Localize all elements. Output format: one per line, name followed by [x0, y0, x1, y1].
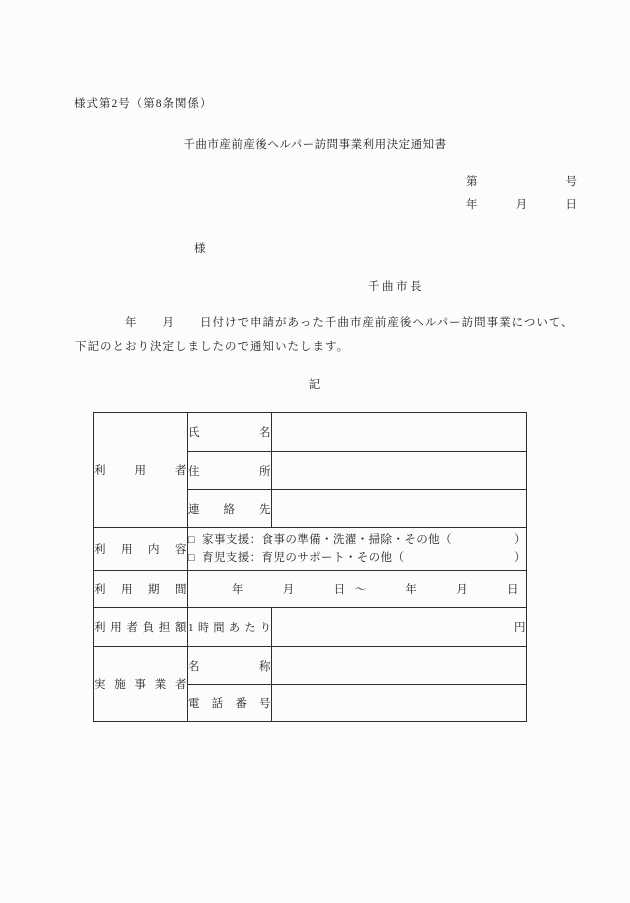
- period-value-cell: [188, 571, 527, 608]
- content-options-cell: [188, 528, 527, 571]
- provider-section-label: 実施事業者: [94, 647, 188, 722]
- issue-date-day: 日: [565, 199, 578, 211]
- period-end-month: 月: [456, 584, 469, 596]
- user-address-value-cell: [272, 452, 527, 490]
- period-start-day-group: [334, 581, 367, 597]
- period-start-year: 年: [232, 584, 244, 596]
- table-row-fee: [94, 608, 527, 647]
- housework-checkbox: □: [188, 533, 196, 546]
- provider-phone-label: 電話番号: [188, 685, 272, 722]
- issue-date-line: [466, 196, 578, 212]
- childcare-option-text: 育児支援：育児のサポート・その他（: [202, 552, 405, 564]
- period-start-month: 月: [282, 584, 295, 596]
- issue-date-year: 年: [466, 199, 479, 211]
- user-contact-value-cell: [272, 490, 527, 528]
- body-text-line2: 下記のとおり決定しましたので通知いたします。: [75, 341, 350, 353]
- childcare-checkbox: □: [188, 552, 196, 564]
- application-form-table: [93, 412, 527, 722]
- doc-number-suffix: 号: [565, 176, 578, 188]
- period-section-label: 利用期間: [94, 571, 188, 608]
- period-start-day: 日: [333, 584, 346, 596]
- fee-unit-label: 1時間あたり: [188, 608, 272, 647]
- content-option-housework: [188, 531, 526, 550]
- table-row-name: [94, 413, 527, 452]
- document-number-line: [466, 173, 578, 189]
- table-row-content: [94, 528, 527, 571]
- period-end-day: 日: [506, 584, 519, 596]
- form-number: 様式第2号（第8条関係）: [74, 98, 213, 110]
- user-address-label: 住所: [188, 452, 272, 490]
- provider-name-value-cell: [272, 647, 527, 685]
- table-row-provider-name: [94, 647, 527, 685]
- sender-title: 千曲市長: [368, 281, 424, 293]
- record-marker: 記: [308, 379, 322, 391]
- period-date-fields: [188, 581, 526, 597]
- housework-option-text: 家事支援：食事の準備・洗濯・掃除・その他（: [202, 533, 452, 546]
- issue-date-month: 月: [515, 199, 529, 211]
- childcare-close-paren: ）: [514, 552, 526, 564]
- period-range-tilde: ～: [354, 584, 367, 596]
- user-name-label: 氏名: [188, 413, 272, 452]
- body-text-line1: 年 月 日付けで申請があった千曲市産前産後ヘルパー訪問事業について、: [75, 317, 574, 329]
- provider-phone-value-cell: [272, 685, 527, 722]
- doc-number-prefix: 第: [466, 176, 479, 188]
- fee-currency-label: 円: [514, 622, 526, 634]
- content-section-label: 利用内容: [94, 528, 188, 571]
- addressee-honorific: 様: [194, 243, 206, 255]
- housework-close-paren: ）: [514, 533, 526, 546]
- fee-amount-cell: [272, 608, 527, 647]
- document-title: 千曲市産前産後ヘルパー訪問事業利用決定通知書: [183, 139, 447, 151]
- content-option-childcare: [188, 549, 526, 568]
- user-name-value-cell: [272, 413, 527, 452]
- table-row-period: [94, 571, 527, 608]
- user-contact-label: 連絡先: [188, 490, 272, 528]
- fee-section-label: 利用者負担額: [94, 608, 188, 647]
- provider-name-label: 名称: [188, 647, 272, 685]
- user-section-label: 利用者: [94, 413, 188, 528]
- period-end-year: 年: [405, 584, 418, 596]
